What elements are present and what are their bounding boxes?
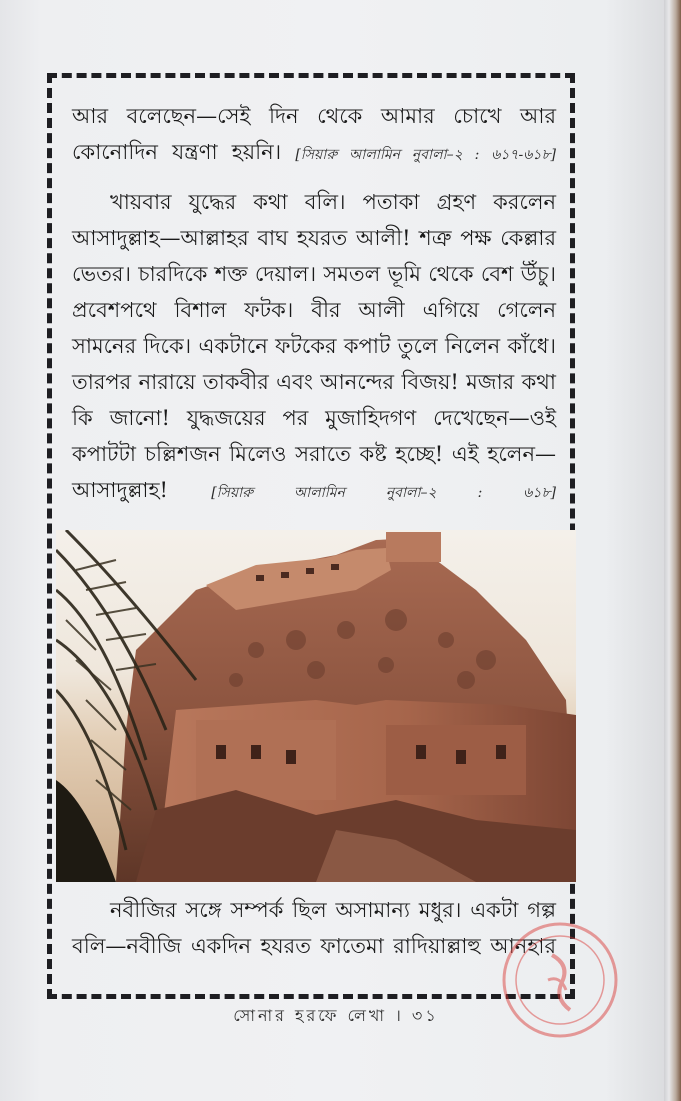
page-edge bbox=[664, 0, 681, 1101]
paragraph-1-citation: [সিয়ারু আলামিন নুবালা–২ : ৬১৭-৬১৮] bbox=[295, 147, 556, 163]
page-footer: সোনার হরফে লেখা । ৩১ bbox=[233, 1006, 439, 1025]
paragraph-1-text: আর বলেছেন—সেই দিন থেকে আমার চোখে আর কোনোদিন যন্ত্রণা হয়নি। bbox=[72, 104, 556, 164]
paragraph-2 bbox=[72, 184, 556, 511]
paragraph-3-text: নবীজির সঙ্গে সম্পর্ক ছিল অসামান্য মধুর। একটা গল্প বলি—নবীজি একদিন হযরত ফাতেমা রাদিয়াল্লাহু আনহার bbox=[72, 898, 556, 958]
fortress-illustration bbox=[56, 530, 576, 882]
paragraph-2-text: খায়বার যুদ্ধের কথা বলি। পতাকা গ্রহণ করলেন আসাদুল্লাহ—আল্লাহর বাঘ হযরত আলী! শত্রু পক্ষ কেল্লার ভেতর। চারদিকে শক্ত দেয়াল। সমতল ভূমি থেকে বেশ উঁচু। প্রবেশপথে বিশাল ফটক। বীর আলী এগিয়ে গেলেন সামনের দিকে। একটানে ফটকের কপাট তুলে নিলেন কাঁধে। তারপর নারায়ে তাকবীর এবং আনন্দের বিজয়! মজার কথা কি জানো! যুদ্ধজয়ের পর মুজাহিদগণ দেখেছেন—ওই কপাটটা চল্লিশজন মিলেও সরাতে কষ্ট হচ্ছে! এই হলেন—আসাদুল্লাহ! bbox=[72, 190, 556, 502]
khaybar-fortress-photo bbox=[56, 530, 576, 882]
paragraph-2-citation: [সিয়ারু আলামিন নুবালা–২ : ৬১৮] bbox=[211, 485, 556, 501]
paragraph-3 bbox=[72, 892, 556, 964]
paragraph-1 bbox=[72, 98, 556, 173]
